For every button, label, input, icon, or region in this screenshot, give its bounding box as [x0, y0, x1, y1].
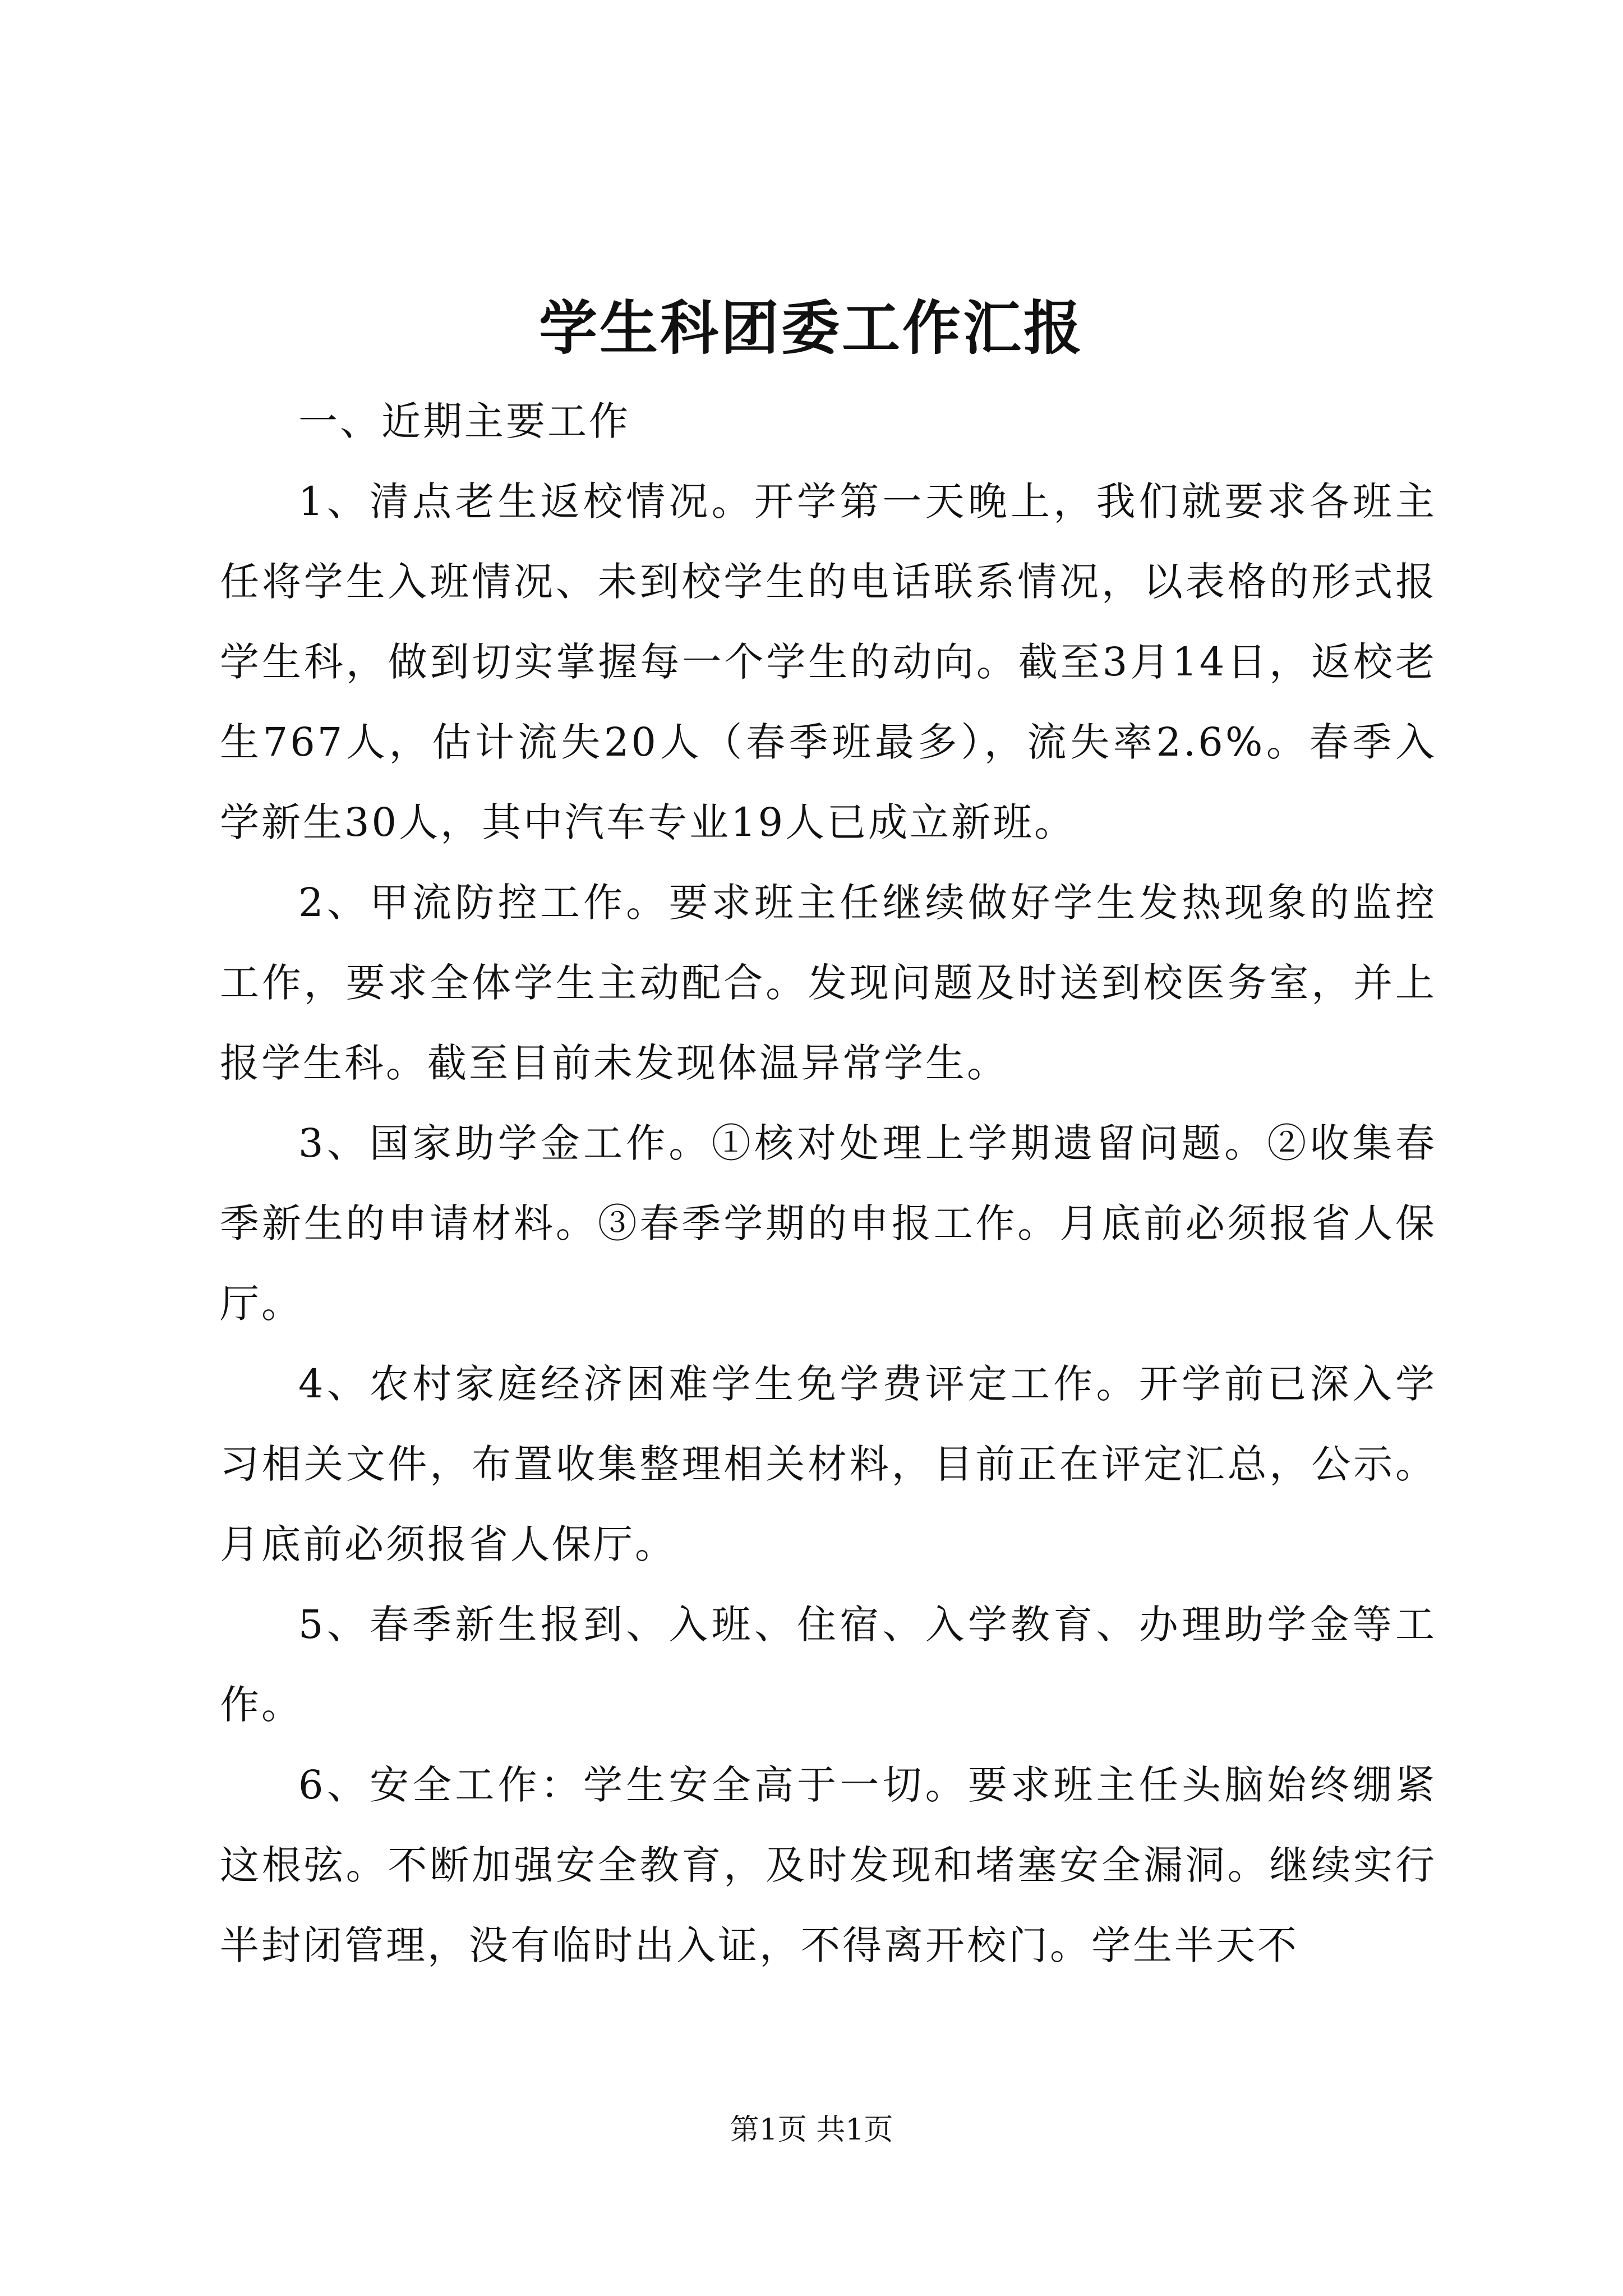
paragraph-new-students: 5、春季新生报到、入班、住宿、入学教育、办理助学金等工作。 — [220, 1602, 1437, 1728]
page-footer: 第1页 共1页 — [730, 2113, 893, 2147]
paragraph-national-grants: 3、国家助学金工作。①核对处理上学期遗留问题。②收集春季新生的申请材料。③春季学期的申报工作。月底前必须报省人保厅。 — [220, 1120, 1437, 1327]
section-heading: 一、近期主要工作 — [298, 398, 630, 444]
paragraph-returning-students: 1、清点老生返校情况。开学第一天晚上，我们就要求各班主任将学生入班情况、未到校学生的电话联系情况，以表格的形式报学生科，做到切实掌握每一个学生的动向。截至3月14日，返校老生767人，估计流失20人（春季班最多），流失率2.6%。春季入学新生30人，其中汽车专业19人已成立新班。 — [220, 478, 1437, 845]
document-body — [220, 381, 1437, 1986]
paragraph-flu-prevention: 2、甲流防控工作。要求班主任继续做好学生发热现象的监控工作，要求全体学生主动配合。发现问题及时送到校医务室，并上报学生科。截至目前未发现体温异常学生。 — [220, 880, 1437, 1086]
document-title: 学生科团委工作汇报 — [538, 293, 1084, 362]
paragraph-tuition-waiver: 4、农村家庭经济困难学生免学费评定工作。开学前已深入学习相关文件，布置收集整理相关材料，目前正在评定汇总，公示。月底前必须报省人保厅。 — [220, 1361, 1437, 1567]
paragraph-safety-work: 6、安全工作：学生安全高于一切。要求班主任头脑始终绷紧这根弦。不断加强安全教育，及时发现和堵塞安全漏洞。继续实行半封闭管理，没有临时出入证，不得离开校门。学生半天不 — [220, 1762, 1437, 1968]
